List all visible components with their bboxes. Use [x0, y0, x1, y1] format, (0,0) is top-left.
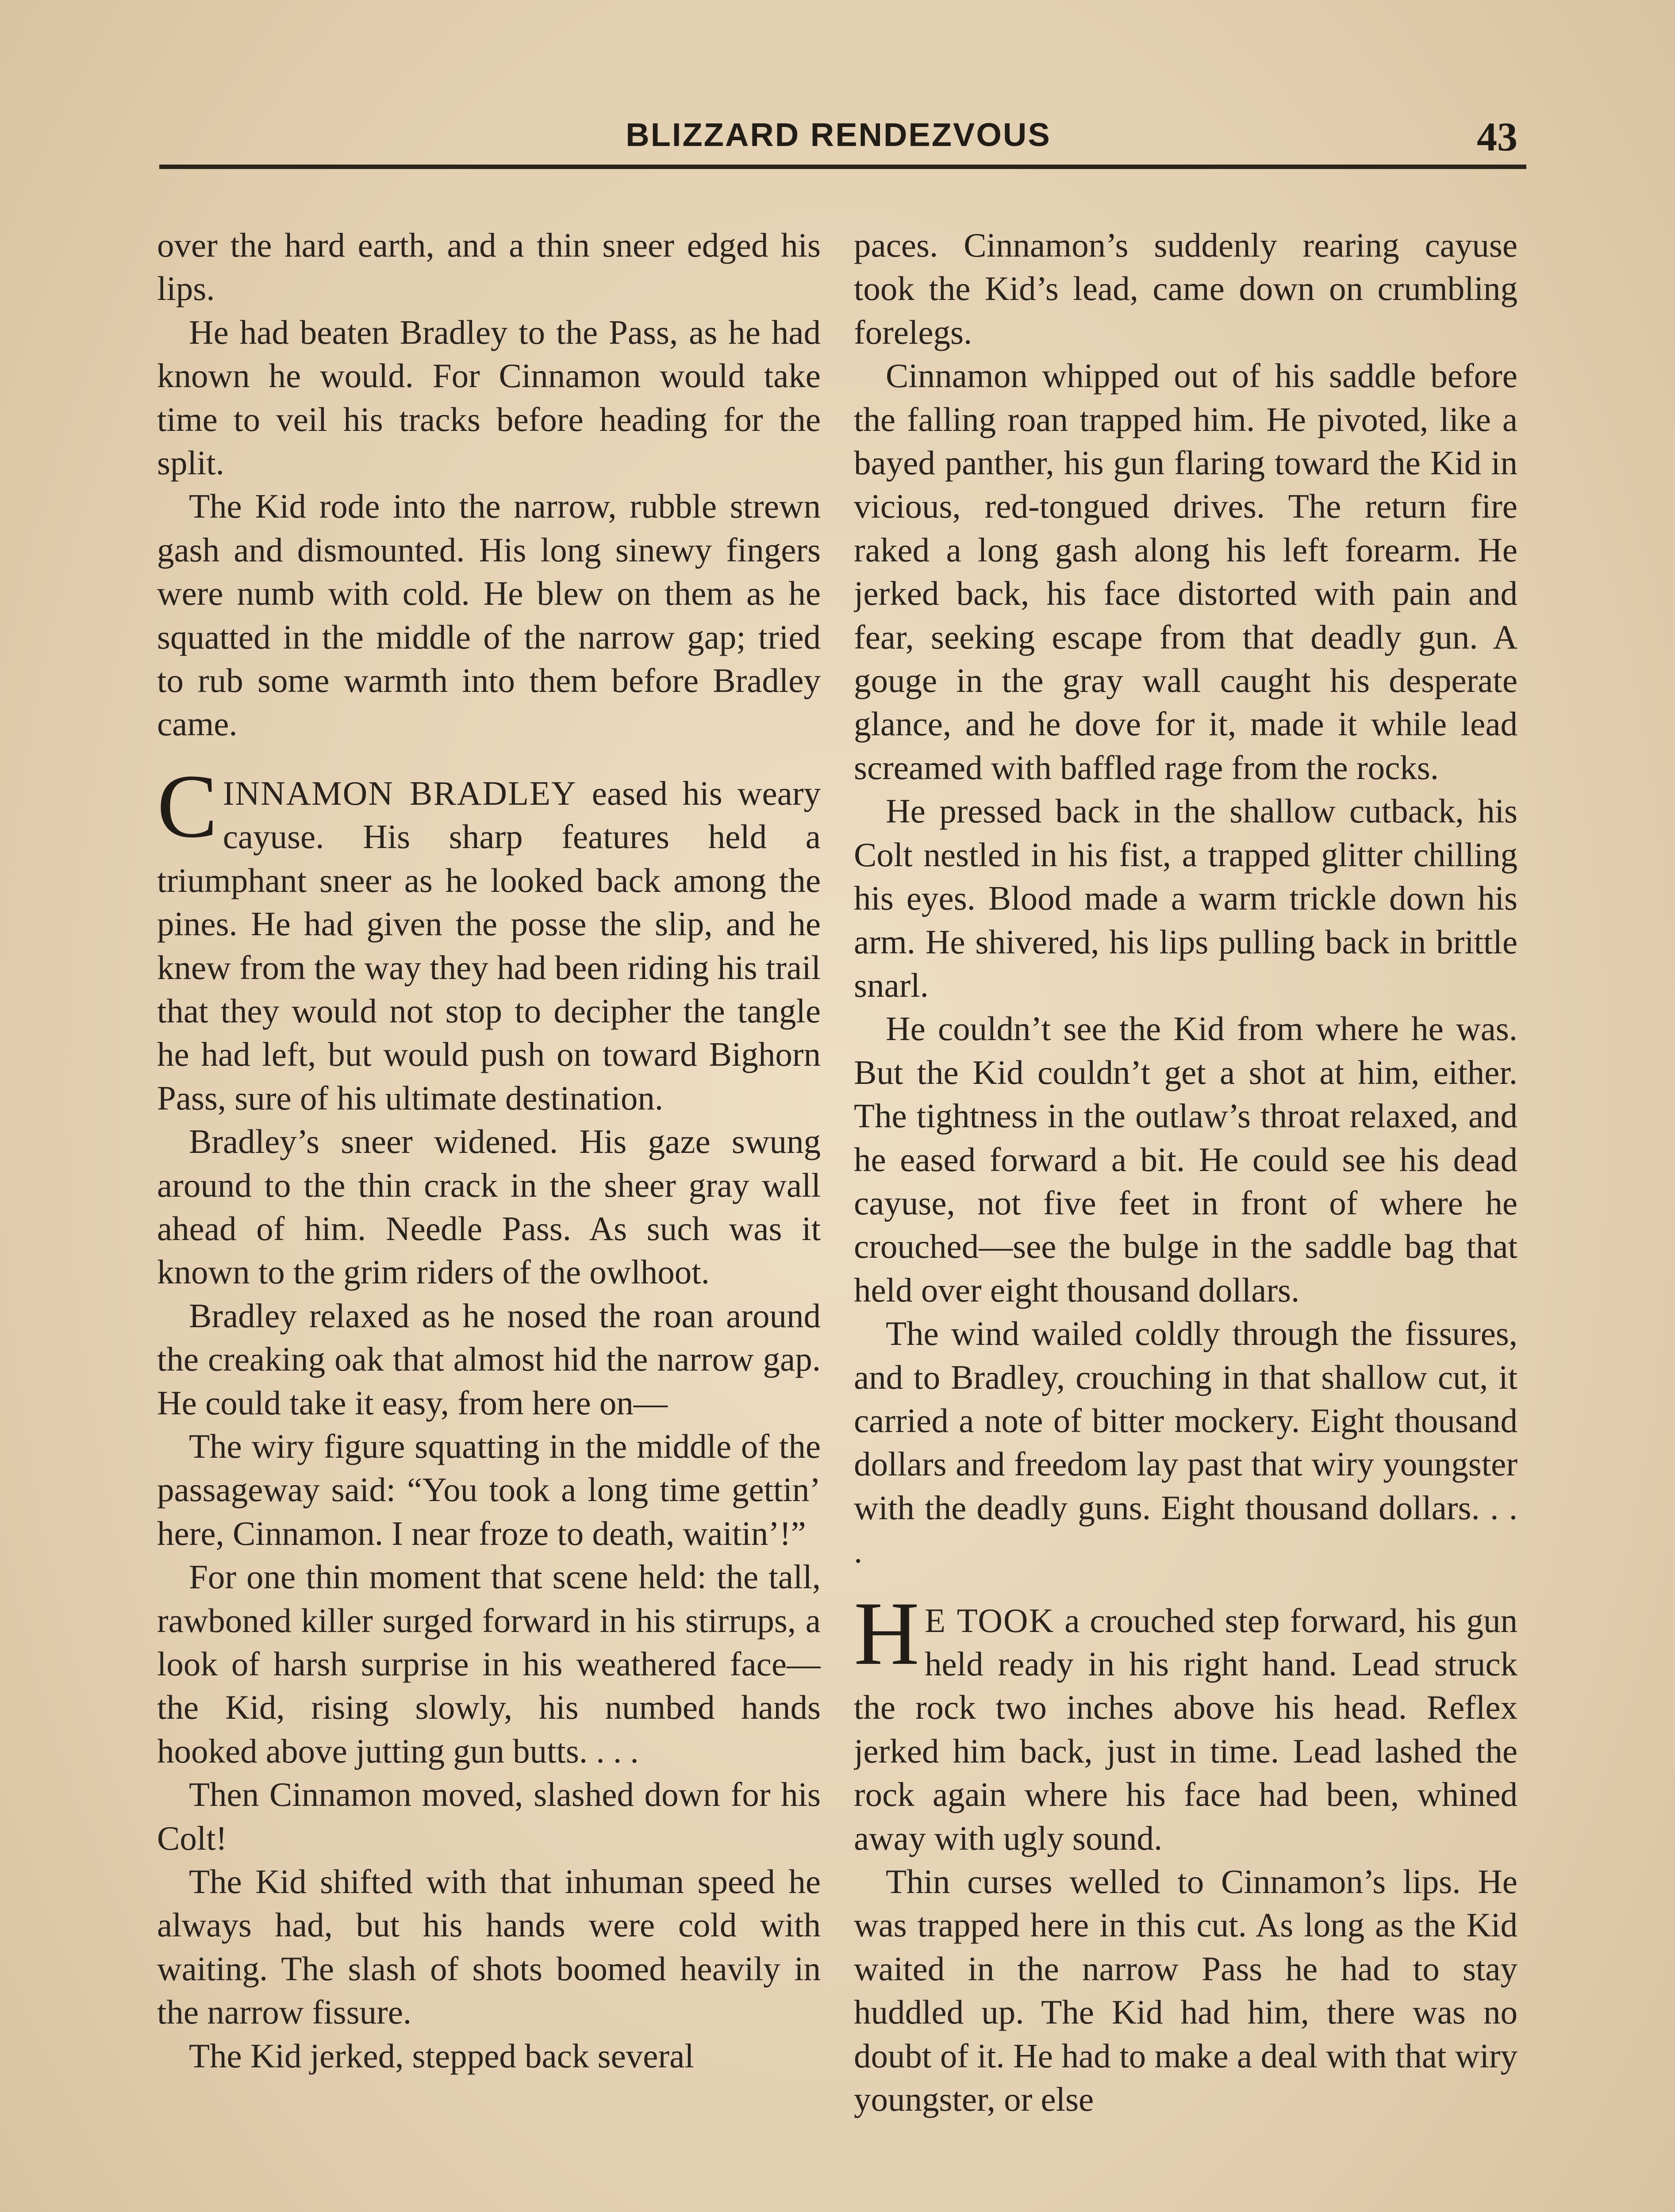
section-opening-paragraph: [157, 756, 821, 1120]
right-column: [854, 223, 1517, 2212]
page-number: 43: [1477, 114, 1517, 159]
drop-cap: H: [854, 1583, 920, 1684]
paragraph: He pressed back in the shallow cutback, his Colt nestled in his fist, a trapped glitter chilling his eyes. Blood made a warm trickle down his arm. He shivered, his lips pulling back in brittle snarl.: [854, 792, 1517, 1004]
paragraph: He had beaten Bradley to the Pass, as he had known he would. For Cinnamon would take time to veil his tracks before heading for the split.: [157, 313, 821, 482]
paragraph: The Kid jerked, stepped back several: [189, 2036, 694, 2075]
paragraph: The wind wailed coldly through the fissures, and to Bradley, crouching in that shallow cut, it carried a note of bitter mockery. Eight thousand dollars and freedom lay past that wiry youngster with the deadly guns. Eight thousand dollars. . . .: [854, 1314, 1517, 1571]
paragraph: Bradley’s sneer widened. His gaze swung around to the thin crack in the sheer gray wall ahead of him. Needle Pass. As such was it known to the grim riders of the owlhoot.: [157, 1122, 821, 1291]
running-title: BLIZZARD RENDEZVOUS: [626, 116, 1051, 153]
paragraph: For one thin moment that scene held: the tall, rawboned killer surged forward in his stirrups, a look of harsh surprise in his weathered face—the Kid, rising slowly, his numbed hands hooked above jutting gun butts. . . .: [157, 1558, 821, 1770]
paragraph: Thin curses welled to Cinnamon’s lips. He was trapped here in this cut. As long as the Kid waited in the narrow Pass he had to stay huddled up. The Kid had him, there was no doubt of it. He had to make a deal with that wiry youngster, or else: [854, 1863, 1517, 2119]
paragraph-text: a crouched step forward, his gun held ready in his right hand. Lead struck the rock two inches above his head. Reflex jerked him back, just in time. Lead lashed the rock again where his face had been, whined away with ugly sound.: [854, 1601, 1517, 1857]
section-opening-paragraph: [854, 1583, 1517, 1860]
left-column: [157, 223, 821, 2212]
paragraph: paces. Cinnamon’s suddenly rearing cayuse took the Kid’s lead, came down on crumbling forelegs.: [854, 226, 1517, 351]
running-header: [150, 116, 1526, 160]
lead-in-caps: E TOOK: [925, 1601, 1055, 1640]
paragraph: Bradley relaxed as he nosed the roan around the creaking oak that almost hid the narrow gap. He could take it easy, from here on—: [157, 1296, 821, 1422]
drop-cap: C: [157, 756, 218, 856]
lead-in-caps: INNAMON BRADLEY: [223, 774, 577, 812]
paragraph: He couldn’t see the Kid from where he was. But the Kid couldn’t get a shot at him, either. The tightness in the outlaw’s throat relaxed, and he eased forward a bit. He could see his dead cayuse, not five feet in front of where he crouched—see the bulge in the saddle bag that held over eight thousand dollars.: [854, 1010, 1517, 1309]
paragraph: Cinnamon whipped out of his saddle before the falling roan trapped him. He pivoted, like a bayed panther, his gun flaring toward the Kid in vicious, red-tongued drives. The return fire raked a long gash along his left forearm. He jerked back, his face distorted with pain and fear, seeking escape from that deadly gun. A gouge in the gray wall caught his desperate glance, and he dove for it, made it while lead screamed with baffled rage from the rocks.: [854, 357, 1517, 787]
paragraph: The Kid shifted with that inhuman speed he always had, but his hands were cold with waiting. The slash of shots boomed heavily in the narrow fissure.: [157, 1863, 821, 2032]
paragraph-text: eased his weary cayuse. His sharp features held a triumphant sneer as he looked back among the pines. He had given the posse the slip, and he knew from the way they had been riding his trail that they would not stop to decipher the tangle he had left, but would push on toward Bighorn Pass, sure of his ultimate destination.: [157, 774, 821, 1117]
paragraph: Then Cinnamon moved, slashed down for his Colt!: [157, 1775, 821, 1857]
paragraph: over the hard earth, and a thin sneer edged his lips.: [157, 226, 821, 308]
header-rule: [159, 165, 1526, 169]
paragraph: The Kid rode into the narrow, rubble strewn gash and dismounted. His long sinewy fingers were numb with cold. He blew on them as he squatted in the middle of the narrow gap; tried to rub some warmth into them before Bradley came.: [157, 487, 821, 743]
paragraph: The wiry figure squatting in the middle of the passageway said: “You took a long time gettin’ here, Cinnamon. I near froze to death, waitin’!”: [157, 1427, 821, 1552]
